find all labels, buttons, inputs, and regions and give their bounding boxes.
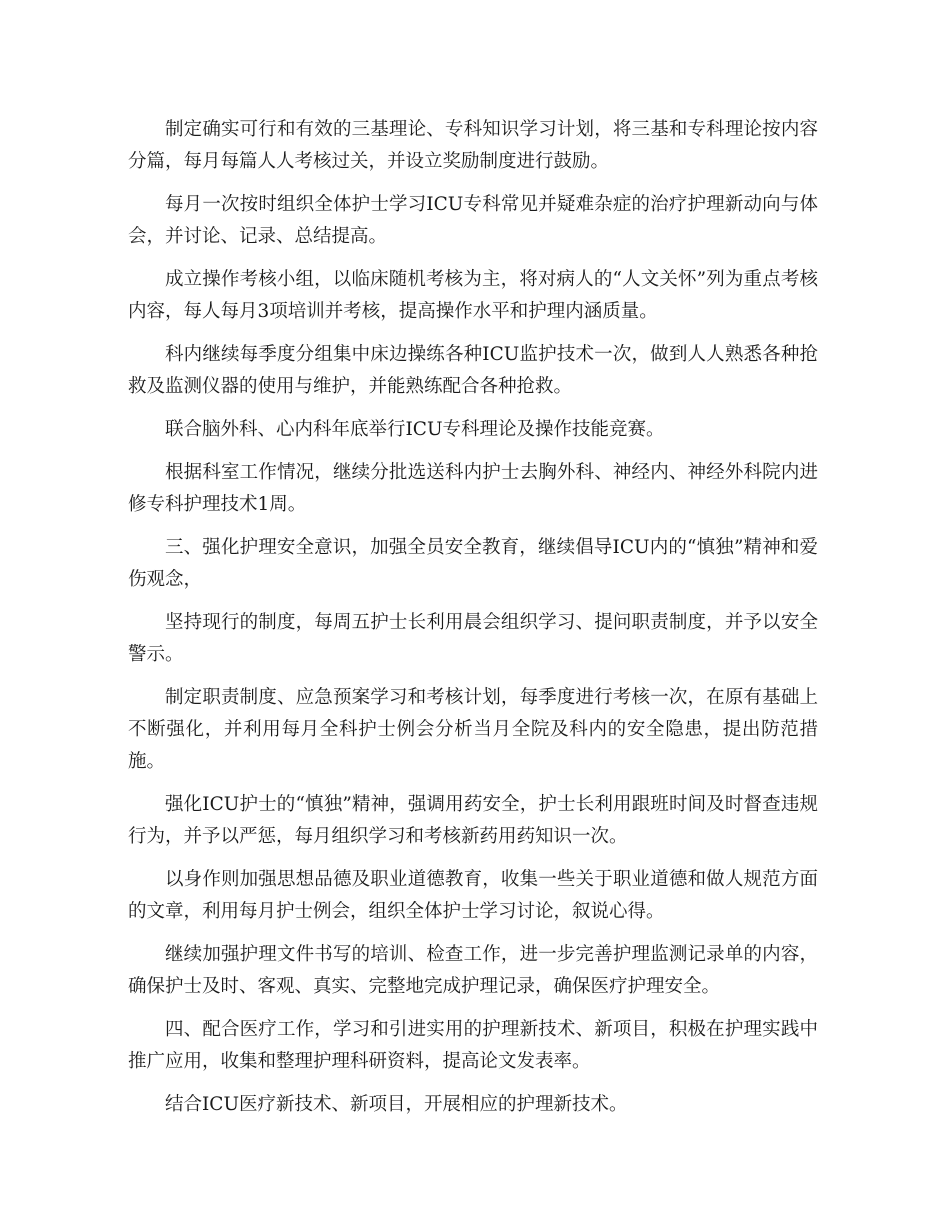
paragraph-4: 科内继续每季度分组集中床边操练各种ICU监护技术一次，做到人人熟悉各种抢救及监测仪器的使用与维护，并能熟练配合各种抢救。 — [128, 344, 818, 397]
paragraph-8: 坚持现行的制度，每周五护士长利用晨会组织学习、提问职责制度，并予以安全警示。 — [128, 612, 818, 665]
paragraph-12: 继续加强护理文件书写的培训、检查工作，进一步完善护理监测记录单的内容，确保护士及时、客观、真实、完整地完成护理记录，确保医疗护理安全。 — [128, 944, 818, 997]
paragraph-7: 三、强化护理安全意识，加强全员安全教育，继续倡导ICU内的“慎独”精神和爱伤观念， — [128, 537, 818, 590]
paragraph-11: 以身作则加强思想品德及职业道德教育，收集一些关于职业道德和做人规范方面的文章，利用每月护士例会，组织全体护士学习讨论，叙说心得。 — [128, 869, 818, 922]
paragraph-10: 强化ICU护士的“慎独”精神，强调用药安全，护士长利用跟班时间及时督查违规行为，并予以严惩，每月组织学习和考核新药用药知识一次。 — [128, 794, 818, 847]
paragraph-2: 每月一次按时组织全体护士学习ICU专科常见并疑难杂症的治疗护理新动向与体会，并讨论、记录、总结提高。 — [128, 194, 818, 247]
paragraph-9: 制定职责制度、应急预案学习和考核计划，每季度进行考核一次，在原有基础上不断强化，并利用每月全科护士例会分析当月全院及科内的安全隐患，提出防范措施。 — [128, 687, 818, 772]
paragraph-3: 成立操作考核小组，以临床随机考核为主，将对病人的“人文关怀”列为重点考核内容，每人每月3项培训并考核，提高操作水平和护理内涵质量。 — [128, 269, 818, 322]
paragraph-5: 联合脑外科、心内科年底举行ICU专科理论及操作技能竞赛。 — [165, 419, 665, 440]
paragraph-1: 制定确实可行和有效的三基理论、专科知识学习计划，将三基和专科理论按内容分篇，每月每篇人人考核过关，并设立奖励制度进行鼓励。 — [128, 119, 818, 172]
paragraph-14: 结合ICU医疗新技术、新项目，开展相应的护理新技术。 — [165, 1094, 628, 1115]
paragraph-6: 根据科室工作情况，继续分批选送科内护士去胸外科、神经内、神经外科院内进修专科护理技术1周。 — [128, 462, 818, 515]
document-body — [128, 114, 818, 1132]
paragraph-13: 四、配合医疗工作，学习和引进实用的护理新技术、新项目，积极在护理实践中推广应用，收集和整理护理科研资料，提高论文发表率。 — [128, 1019, 818, 1072]
